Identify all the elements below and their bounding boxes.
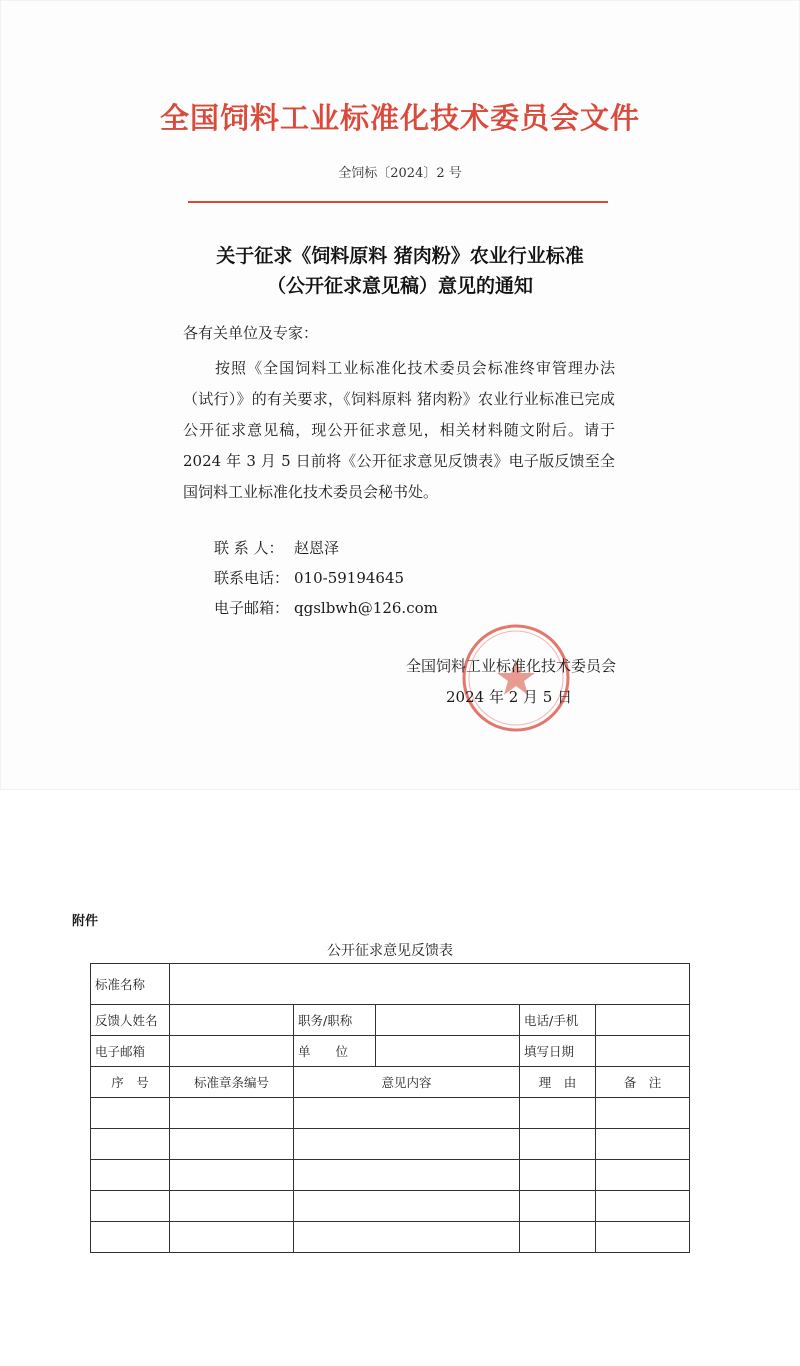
signature-date: 2024 年 2 月 5 日 xyxy=(446,688,573,706)
phone-label: 电话/手机 xyxy=(520,1005,596,1036)
position-field[interactable] xyxy=(376,1005,520,1036)
column-header-clause: 标准章条编号 xyxy=(170,1067,294,1098)
column-header-number: 序 号 xyxy=(91,1067,170,1098)
contact-phone-value: 010-59194645 xyxy=(294,569,405,587)
salutation: 各有关单位及专家： xyxy=(183,324,319,342)
table-row xyxy=(91,1160,690,1191)
feedback-name-label: 反馈人姓名 xyxy=(91,1005,170,1036)
attachment-label: 附件 xyxy=(72,914,99,929)
standard-name-label: 标准名称 xyxy=(91,964,170,1005)
email-label: 电子邮箱 xyxy=(91,1036,170,1067)
standard-name-field[interactable] xyxy=(170,964,690,1005)
notice-body: 按照《全国饲料工业标准化技术委员会标准终审管理办法（试行）》的有关要求，《饲料原料 猪肉粉》农业行业标准已完成公开征求意见稿，现公开征求意见，相关材料随文附后。请于 2024 年 3 月 5 日前将《公开征求意见反馈表》电子版反馈至全国饲料工业标准化技术委员会秘书处。 xyxy=(183,359,615,501)
document-number: 全饲标〔2024〕2 号 xyxy=(338,166,462,181)
table-cell[interactable] xyxy=(91,1098,170,1129)
table-cell[interactable] xyxy=(91,1191,170,1222)
table-cell[interactable] xyxy=(91,1160,170,1191)
table-cell[interactable] xyxy=(596,1160,690,1191)
feedback-form-title: 公开征求意见反馈表 xyxy=(327,943,453,959)
red-divider-line xyxy=(188,201,608,203)
table-row xyxy=(91,1129,690,1160)
table-cell[interactable] xyxy=(91,1222,170,1253)
table-cell[interactable] xyxy=(170,1160,294,1191)
table-cell[interactable] xyxy=(520,1191,596,1222)
table-row xyxy=(91,1191,690,1222)
signature-organization: 全国饲料工业标准化技术委员会 xyxy=(406,657,617,675)
table-cell[interactable] xyxy=(170,1129,294,1160)
table-cell[interactable] xyxy=(520,1160,596,1191)
page-gap xyxy=(0,790,800,796)
table-cell[interactable] xyxy=(294,1098,520,1129)
table-cell[interactable] xyxy=(520,1222,596,1253)
contact-email-label: 电子邮箱： xyxy=(214,599,290,617)
table-cell[interactable] xyxy=(520,1129,596,1160)
fill-date-label: 填写日期 xyxy=(520,1036,596,1067)
contact-email-value: qgslbwh@126.com xyxy=(294,599,438,617)
table-cell[interactable] xyxy=(91,1129,170,1160)
unit-field[interactable] xyxy=(376,1036,520,1067)
phone-field[interactable] xyxy=(596,1005,690,1036)
table-cell[interactable] xyxy=(294,1129,520,1160)
column-header-opinion: 意见内容 xyxy=(294,1067,520,1098)
feedback-form-table xyxy=(90,963,690,1253)
column-header-reason: 理 由 xyxy=(520,1067,596,1098)
contact-person xyxy=(214,537,339,558)
feedback-name-field[interactable] xyxy=(170,1005,294,1036)
table-cell[interactable] xyxy=(294,1222,520,1253)
unit-label: 单 位 xyxy=(294,1036,376,1067)
notice-title-line-2: （公开征求意见稿）意见的通知 xyxy=(266,275,533,297)
table-cell[interactable] xyxy=(596,1191,690,1222)
contact-email xyxy=(214,597,438,618)
position-label: 职务/职称 xyxy=(294,1005,376,1036)
table-cell[interactable] xyxy=(170,1191,294,1222)
table-row xyxy=(91,1222,690,1253)
notice-title-line-1: 关于征求《饲料原料 猪肉粉》农业行业标准 xyxy=(216,245,584,267)
table-cell[interactable] xyxy=(170,1222,294,1253)
organization-header: 全国饲料工业标准化技术委员会文件 xyxy=(159,101,640,135)
contact-person-value: 赵恩泽 xyxy=(294,539,340,557)
contact-phone-label: 联系电话： xyxy=(214,569,290,587)
fill-date-field[interactable] xyxy=(596,1036,690,1067)
table-cell[interactable] xyxy=(294,1160,520,1191)
table-cell[interactable] xyxy=(596,1222,690,1253)
column-header-remark: 备 注 xyxy=(596,1067,690,1098)
official-seal-icon xyxy=(460,622,572,734)
table-cell[interactable] xyxy=(520,1098,596,1129)
table-cell[interactable] xyxy=(596,1098,690,1129)
email-field[interactable] xyxy=(170,1036,294,1067)
contact-phone xyxy=(214,567,404,588)
contact-person-label: 联 系 人： xyxy=(214,539,284,557)
table-cell[interactable] xyxy=(170,1098,294,1129)
table-cell[interactable] xyxy=(294,1191,520,1222)
table-row xyxy=(91,1098,690,1129)
table-cell[interactable] xyxy=(596,1129,690,1160)
